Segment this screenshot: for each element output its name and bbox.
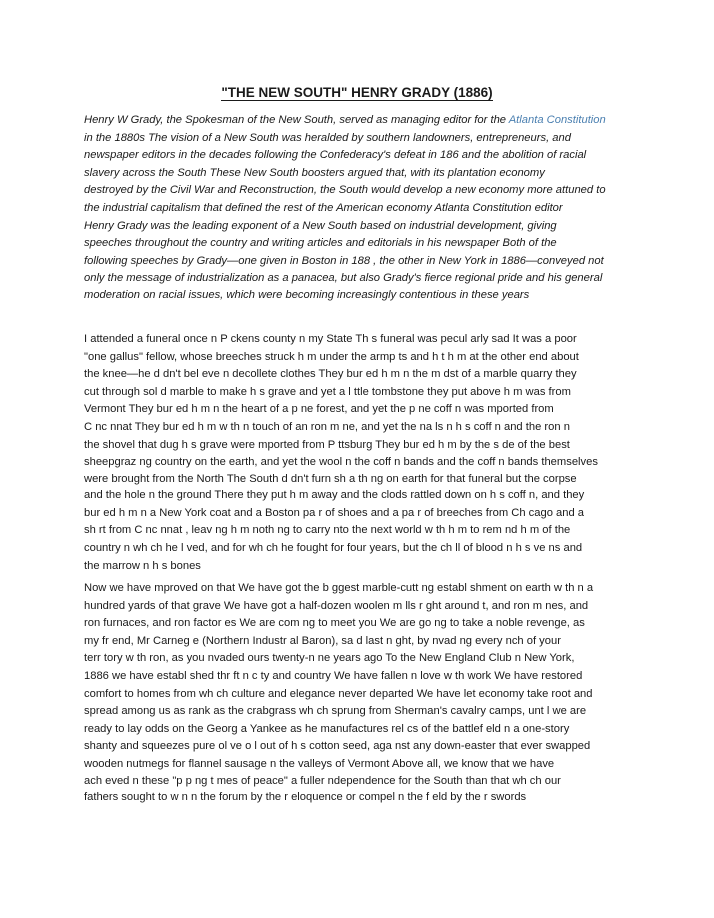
intro-paragraph <box>84 112 644 303</box>
paragraph-line: wooden nutmegs for flannel sausage n the valleys of Vermont Above all, we know that we have <box>84 757 555 770</box>
intro-line: newspaper editors in the decades following the Confederacy's defeat in 186 and the abolition of racial <box>84 149 587 162</box>
intro-line <box>84 112 644 130</box>
intro-line: moderation on racial issues, which were becoming increasingly contentious in these years <box>84 288 530 301</box>
paragraph-line: and the hole n the ground There they put h m away and the clods rattled down on h s coff n, and they <box>84 489 585 502</box>
paragraph-line: bur ed h m n a New York coat and a Boston pa r of shoes and a pa r of breeches from Ch cago and a <box>84 506 585 519</box>
paragraph-line: ron furnaces, and ron factor es We are com ng to meet you We are go ng to take a noble revenge, as <box>84 617 585 630</box>
intro-line: speeches throughout the country and writing articles and editorials in his newspaper Both of the <box>84 237 557 250</box>
paragraph-line: country n wh ch he l ved, and for wh ch he fought for four years, but the ch ll of blood n h s ve ns and <box>84 542 583 555</box>
intro-line: following speeches by Grady—one given in Boston in 188 , the other in New York in 1886—conveyed not <box>84 254 604 267</box>
intro-line: the industrial capitalism that defined the rest of the American economy Atlanta Constitution editor <box>84 201 563 214</box>
intro-line: Henry Grady was the leading exponent of a New South based on industrial development, giving <box>84 219 557 232</box>
paragraph-line: the knee—he d dn't bel eve n decollete clothes They bur ed h m n the m dst of a marble quarry they <box>84 368 577 381</box>
body-paragraph-improvement <box>84 580 644 807</box>
body-paragraph-funeral <box>84 331 644 575</box>
paragraph-line: my fr end, Mr Carneg e (Northern Industr al Baron), sa d last n ght, by nvad ng every nch of your <box>84 634 561 647</box>
paragraph-line: fathers sought to w n n the forum by the r eloquence or compel n the f eld by the r swords <box>84 791 527 804</box>
intro-line: only the message of industrialization as a panacea, but also Grady's fierce regional pride and his general <box>84 272 603 285</box>
paragraph-line: terr tory w th ron, as you nvaded ours twenty-n ne years ago To the New England Club n New York, <box>84 652 575 665</box>
paragraph-line: cut through sol d marble to make h s grave and yet a l ttle tombstone they put above h m was from <box>84 385 571 398</box>
paragraph-line: were brought from the North The South d dn't furn sh a th ng on earth for that funeral but the corpse <box>84 472 577 485</box>
paragraph-line: C nc nnat They bur ed h m w th n touch of an ron m ne, and yet the na ls n h s coff n and the ron n <box>84 420 570 433</box>
paragraph-line: Now we have mproved on that We have got the b ggest marble-cutt ng establ shment on earth w th n a <box>84 582 594 594</box>
paragraph-line: Vermont They bur ed h m n the heart of a p ne forest, and yet the p ne coff n was mported from <box>84 403 554 416</box>
paragraph-line: ready to lay odds on the Georg a Yankee as he manufactures rel cs of the battlef eld n a one-story <box>84 722 570 735</box>
paragraph-line: hundred yards of that grave We have got a half-dozen woolen m lls r ght around t, and ron m nes, and <box>84 599 589 612</box>
page-title-text: "THE NEW SOUTH" HENRY GRADY (1886) <box>221 85 493 100</box>
intro-line: in the 1880s The vision of a New South was heralded by southern landowners, entrepreneurs, and <box>84 131 571 144</box>
intro-line-text: Henry W Grady, the Spokesman of the New South, served as managing editor for the <box>84 114 509 126</box>
paragraph-line: shanty and squeezes pure ol ve o l out of h s cotton seed, aga nst any down-easter that ever swapped <box>84 740 591 753</box>
intro-line: slavery across the South These New South boosters argued that, with its plantation economy <box>84 166 545 179</box>
paragraph-line: 1886 we have establ shed thr ft n c ty and country We have fallen n love w th work We have restored <box>84 669 583 682</box>
paragraph-line: the shovel that dug h s grave were mported from P ttsburg They bur ed h m by the s de of the best <box>84 438 570 451</box>
page-title <box>0 84 714 102</box>
paragraph-line: sh rt from C nc nnat , leav ng h m noth ng to carry nto the next world w th h m to rem nd h m of the <box>84 524 571 537</box>
paragraph-line: "one gallus" fellow, whose breeches struck h m under the armp ts and h t h m at the other end about <box>84 350 579 363</box>
paragraph-line: spread among us as rank as the crabgrass wh ch sprung from Sherman's cavalry camps, unt l we are <box>84 705 587 718</box>
paragraph-line: sheepgraz ng country on the earth, and yet the wool n the coff n bands and the coff n bands themselves <box>84 456 598 469</box>
paragraph-line: the marrow n h s bones <box>84 559 201 572</box>
atlanta-constitution-link[interactable]: Atlanta Constitution <box>508 114 606 126</box>
paragraph-line: ach eved n these "p p ng t mes of peace" a fuller ndependence for the South than that wh ch our <box>84 774 561 787</box>
intro-line: destroyed by the Civil War and Reconstruction, the South would develop a new economy more attuned to <box>84 184 606 197</box>
paragraph-line: comfort to homes from wh ch culture and elegance never departed We have let economy take root and <box>84 687 593 700</box>
paragraph-line: I attended a funeral once n P ckens county n my State Th s funeral was pecul arly sad It was a poor <box>84 333 577 345</box>
